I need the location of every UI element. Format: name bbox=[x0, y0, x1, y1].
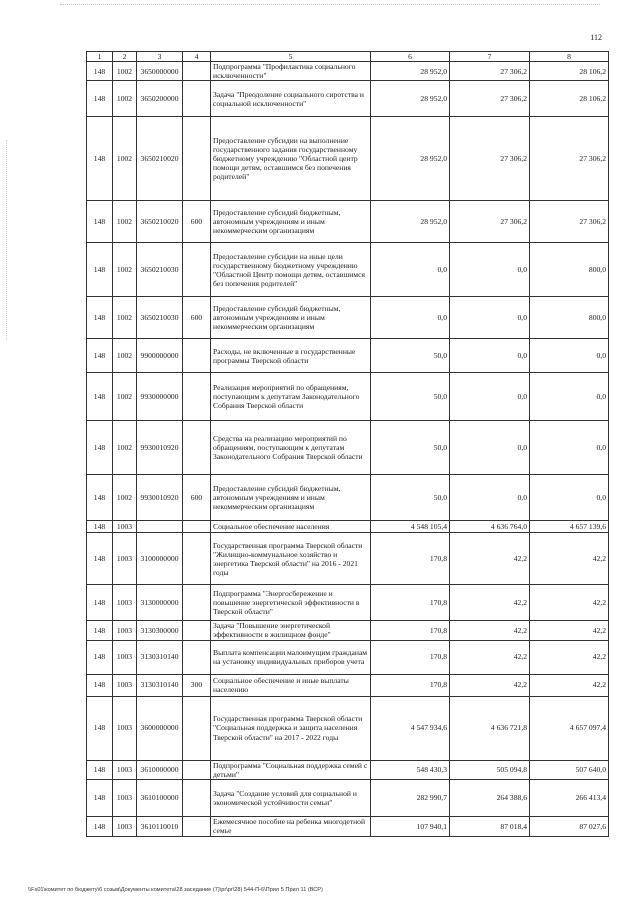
section-code: 1002 bbox=[113, 201, 137, 243]
section-code: 1002 bbox=[113, 117, 137, 201]
expense-type-code bbox=[183, 373, 211, 421]
amount-col-7: 264 388,6 bbox=[450, 779, 530, 816]
table-row bbox=[87, 760, 609, 779]
expense-type-code bbox=[183, 696, 211, 760]
amount-col-8: 42,2 bbox=[530, 533, 609, 585]
amount-col-6: 28 952,0 bbox=[371, 201, 450, 243]
table-row bbox=[87, 62, 609, 81]
table-row bbox=[87, 81, 609, 117]
ved-code: 148 bbox=[87, 585, 113, 621]
table-row bbox=[87, 621, 609, 640]
amount-col-8: 42,2 bbox=[530, 674, 609, 696]
amount-col-8: 0,0 bbox=[530, 475, 609, 521]
table-row bbox=[87, 779, 609, 816]
amount-col-6: 0,0 bbox=[371, 297, 450, 339]
item-name: Предоставление субсидий бюджетным, автономным учреждениям и иным некоммерческим организациям bbox=[211, 201, 371, 243]
amount-col-7: 0,0 bbox=[450, 475, 530, 521]
target-article-code: 3610110010 bbox=[137, 816, 183, 836]
ved-code: 148 bbox=[87, 521, 113, 533]
amount-col-6: 50,0 bbox=[371, 421, 450, 475]
amount-col-7: 42,2 bbox=[450, 621, 530, 640]
page-number: 112 bbox=[590, 33, 602, 42]
expense-type-code bbox=[183, 533, 211, 585]
amount-col-7: 505 094,8 bbox=[450, 760, 530, 779]
section-code: 1002 bbox=[113, 297, 137, 339]
item-name: Предоставление субсидии на выполнение государственного задания государственному бюджетному учреждению "Областной центр помощи детям, оставшимся без попечения родителей" bbox=[211, 117, 371, 201]
target-article-code: 3610000000 bbox=[137, 760, 183, 779]
expense-type-code bbox=[183, 421, 211, 475]
section-code: 1002 bbox=[113, 81, 137, 117]
item-name: Подпрограмма "Профилактика социального исключенности" bbox=[211, 62, 371, 81]
item-name: Задача "Преодоление социального сиротства и социальной исключенности" bbox=[211, 81, 371, 117]
target-article-code: 9930010920 bbox=[137, 421, 183, 475]
item-name: Предоставление субсидий бюджетным, автономным учреждениям и иным некоммерческим организациям bbox=[211, 475, 371, 521]
item-name: Предоставление субсидии на иные цели государственному бюджетному учреждению "Областной Центр помощи детям, оставшимся без попечения родителей" bbox=[211, 243, 371, 297]
ved-code: 148 bbox=[87, 696, 113, 760]
budget-table bbox=[86, 51, 609, 837]
expense-type-code bbox=[183, 243, 211, 297]
amount-col-8: 266 413,4 bbox=[530, 779, 609, 816]
table-row bbox=[87, 117, 609, 201]
amount-col-8: 28 106,2 bbox=[530, 62, 609, 81]
ved-code: 148 bbox=[87, 533, 113, 585]
target-article-code: 3130000000 bbox=[137, 585, 183, 621]
ved-code: 148 bbox=[87, 816, 113, 836]
target-article-code bbox=[137, 521, 183, 533]
table-row bbox=[87, 421, 609, 475]
column-header: 7 bbox=[450, 52, 530, 62]
table-row bbox=[87, 339, 609, 373]
item-name: Подпрограмма "Энергосбережение и повышение энергетической эффективности в Тверской области" bbox=[211, 585, 371, 621]
item-name: Социальное обеспечение и иные выплаты населению bbox=[211, 674, 371, 696]
section-code: 1002 bbox=[113, 243, 137, 297]
section-code: 1003 bbox=[113, 640, 137, 674]
amount-col-6: 50,0 bbox=[371, 475, 450, 521]
expense-type-code bbox=[183, 585, 211, 621]
expense-type-code bbox=[183, 816, 211, 836]
ved-code: 148 bbox=[87, 779, 113, 816]
target-article-code: 3130310140 bbox=[137, 674, 183, 696]
expense-type-code: 600 bbox=[183, 475, 211, 521]
item-name: Государственная программа Тверской области "Жилищно-коммунальное хозяйство и энергетика Тверской области" на 2016 - 2021 годы bbox=[211, 533, 371, 585]
ved-code: 148 bbox=[87, 297, 113, 339]
target-article-code: 3650210030 bbox=[137, 297, 183, 339]
target-article-code: 3610100000 bbox=[137, 779, 183, 816]
column-header: 5 bbox=[211, 52, 371, 62]
column-number-row bbox=[87, 52, 609, 62]
amount-col-6: 170,8 bbox=[371, 674, 450, 696]
amount-col-7: 42,2 bbox=[450, 674, 530, 696]
table-row bbox=[87, 475, 609, 521]
amount-col-7: 0,0 bbox=[450, 339, 530, 373]
amount-col-6: 107 940,1 bbox=[371, 816, 450, 836]
item-name: Расходы, не включенные в государственные программы Тверской области bbox=[211, 339, 371, 373]
amount-col-6: 0,0 bbox=[371, 243, 450, 297]
amount-col-8: 42,2 bbox=[530, 640, 609, 674]
amount-col-7: 0,0 bbox=[450, 243, 530, 297]
amount-col-7: 27 306,2 bbox=[450, 201, 530, 243]
column-header: 4 bbox=[183, 52, 211, 62]
amount-col-7: 0,0 bbox=[450, 297, 530, 339]
ved-code: 148 bbox=[87, 339, 113, 373]
column-header: 8 bbox=[530, 52, 609, 62]
target-article-code: 9930010920 bbox=[137, 475, 183, 521]
table-row bbox=[87, 816, 609, 836]
section-code: 1003 bbox=[113, 621, 137, 640]
amount-col-7: 27 306,2 bbox=[450, 81, 530, 117]
expense-type-code: 600 bbox=[183, 297, 211, 339]
target-article-code: 3650000000 bbox=[137, 62, 183, 81]
expense-type-code bbox=[183, 640, 211, 674]
expense-type-code bbox=[183, 779, 211, 816]
amount-col-6: 548 430,3 bbox=[371, 760, 450, 779]
section-code: 1003 bbox=[113, 674, 137, 696]
amount-col-8: 0,0 bbox=[530, 373, 609, 421]
table-row bbox=[87, 585, 609, 621]
ved-code: 148 bbox=[87, 674, 113, 696]
item-name: Реализация мероприятий по обращениям, поступающим к депутатам Законодательного Собрания Тверской области bbox=[211, 373, 371, 421]
ved-code: 148 bbox=[87, 640, 113, 674]
table-row bbox=[87, 640, 609, 674]
amount-col-8: 800,0 bbox=[530, 297, 609, 339]
amount-col-7: 27 306,2 bbox=[450, 117, 530, 201]
table-body bbox=[87, 62, 609, 837]
column-header: 2 bbox=[113, 52, 137, 62]
amount-col-8: 87 027,6 bbox=[530, 816, 609, 836]
item-name: Предоставление субсидий бюджетным, автономным учреждениям и иным некоммерческим организациям bbox=[211, 297, 371, 339]
amount-col-7: 42,2 bbox=[450, 585, 530, 621]
scan-artifact-top bbox=[60, 4, 600, 7]
expense-type-code bbox=[183, 117, 211, 201]
expense-type-code bbox=[183, 521, 211, 533]
item-name: Выплата компенсации малоимущим гражданам на установку индивидуальных приборов учета bbox=[211, 640, 371, 674]
expense-type-code: 600 bbox=[183, 201, 211, 243]
amount-col-6: 28 952,0 bbox=[371, 81, 450, 117]
target-article-code: 9900000000 bbox=[137, 339, 183, 373]
item-name: Средства на реализацию мероприятий по обращениям, поступающим к депутатам Законодательного Собрания Тверской области bbox=[211, 421, 371, 475]
ved-code: 148 bbox=[87, 421, 113, 475]
target-article-code: 3650210020 bbox=[137, 201, 183, 243]
item-name: Задача "Создание условий для социальной и экономической устойчивости семьи" bbox=[211, 779, 371, 816]
scan-artifact-left bbox=[6, 140, 9, 340]
target-article-code: 3100000000 bbox=[137, 533, 183, 585]
section-code: 1003 bbox=[113, 760, 137, 779]
table-row bbox=[87, 201, 609, 243]
section-code: 1003 bbox=[113, 696, 137, 760]
column-header: 6 bbox=[371, 52, 450, 62]
amount-col-6: 170,8 bbox=[371, 621, 450, 640]
amount-col-8: 4 657 097,4 bbox=[530, 696, 609, 760]
amount-col-6: 282 990,7 bbox=[371, 779, 450, 816]
amount-col-7: 87 018,4 bbox=[450, 816, 530, 836]
ved-code: 148 bbox=[87, 201, 113, 243]
ved-code: 148 bbox=[87, 62, 113, 81]
section-code: 1002 bbox=[113, 475, 137, 521]
table-row bbox=[87, 243, 609, 297]
ved-code: 148 bbox=[87, 243, 113, 297]
target-article-code: 3130300000 bbox=[137, 621, 183, 640]
amount-col-7: 4 636 764,0 bbox=[450, 521, 530, 533]
amount-col-8: 28 106,2 bbox=[530, 81, 609, 117]
item-name: Социальное обеспечение населения bbox=[211, 521, 371, 533]
section-code: 1002 bbox=[113, 373, 137, 421]
amount-col-6: 4 548 105,4 bbox=[371, 521, 450, 533]
table-row bbox=[87, 297, 609, 339]
section-code: 1002 bbox=[113, 421, 137, 475]
amount-col-8: 42,2 bbox=[530, 621, 609, 640]
ved-code: 148 bbox=[87, 81, 113, 117]
amount-col-8: 0,0 bbox=[530, 339, 609, 373]
amount-col-8: 27 306,2 bbox=[530, 117, 609, 201]
amount-col-8: 4 657 139,6 bbox=[530, 521, 609, 533]
amount-col-6: 28 952,0 bbox=[371, 117, 450, 201]
section-code: 1003 bbox=[113, 533, 137, 585]
target-article-code: 3600000000 bbox=[137, 696, 183, 760]
section-code: 1003 bbox=[113, 816, 137, 836]
ved-code: 148 bbox=[87, 621, 113, 640]
table-row bbox=[87, 521, 609, 533]
amount-col-7: 0,0 bbox=[450, 373, 530, 421]
expense-type-code: 300 bbox=[183, 674, 211, 696]
ved-code: 148 bbox=[87, 117, 113, 201]
expense-type-code bbox=[183, 339, 211, 373]
target-article-code: 9930000000 bbox=[137, 373, 183, 421]
target-article-code: 3650200000 bbox=[137, 81, 183, 117]
file-path-footer: \\Fs01\комитет по бюджету\6 созыв\Документы комитета\28 заседание (7)\pr\pr\28) 544-П-6\Прил 5 Прил 11 (ВСР) bbox=[28, 887, 323, 893]
column-header: 3 bbox=[137, 52, 183, 62]
table-row bbox=[87, 674, 609, 696]
amount-col-6: 50,0 bbox=[371, 373, 450, 421]
amount-col-6: 50,0 bbox=[371, 339, 450, 373]
section-code: 1002 bbox=[113, 62, 137, 81]
amount-col-7: 4 636 721,8 bbox=[450, 696, 530, 760]
section-code: 1003 bbox=[113, 779, 137, 816]
table-row bbox=[87, 696, 609, 760]
ved-code: 148 bbox=[87, 373, 113, 421]
item-name: Подпрограмма "Социальная поддержка семей с детьми" bbox=[211, 760, 371, 779]
amount-col-6: 170,8 bbox=[371, 533, 450, 585]
amount-col-7: 27 306,2 bbox=[450, 62, 530, 81]
amount-col-7: 42,2 bbox=[450, 533, 530, 585]
expense-type-code bbox=[183, 62, 211, 81]
target-article-code: 3650210020 bbox=[137, 117, 183, 201]
ved-code: 148 bbox=[87, 475, 113, 521]
table-row bbox=[87, 533, 609, 585]
column-header: 1 bbox=[87, 52, 113, 62]
amount-col-8: 42,2 bbox=[530, 585, 609, 621]
table-row bbox=[87, 373, 609, 421]
amount-col-6: 28 952,0 bbox=[371, 62, 450, 81]
section-code: 1002 bbox=[113, 339, 137, 373]
item-name: Государственная программа Тверской области "Социальная поддержка и защита населения Тверской области" на 2017 - 2022 годы bbox=[211, 696, 371, 760]
ved-code: 148 bbox=[87, 760, 113, 779]
amount-col-8: 0,0 bbox=[530, 421, 609, 475]
amount-col-6: 170,8 bbox=[371, 585, 450, 621]
section-code: 1003 bbox=[113, 521, 137, 533]
amount-col-6: 170,8 bbox=[371, 640, 450, 674]
item-name: Задача "Повышение энергетической эффективности в жилищном фонде" bbox=[211, 621, 371, 640]
amount-col-8: 507 640,0 bbox=[530, 760, 609, 779]
section-code: 1003 bbox=[113, 585, 137, 621]
item-name: Ежемесячное пособие на ребенка многодетной семье bbox=[211, 816, 371, 836]
amount-col-8: 27 306,2 bbox=[530, 201, 609, 243]
target-article-code: 3130310140 bbox=[137, 640, 183, 674]
amount-col-7: 42,2 bbox=[450, 640, 530, 674]
expense-type-code bbox=[183, 621, 211, 640]
amount-col-6: 4 547 934,6 bbox=[371, 696, 450, 760]
amount-col-8: 800,0 bbox=[530, 243, 609, 297]
amount-col-7: 0,0 bbox=[450, 421, 530, 475]
expense-type-code bbox=[183, 760, 211, 779]
target-article-code: 3650210030 bbox=[137, 243, 183, 297]
expense-type-code bbox=[183, 81, 211, 117]
